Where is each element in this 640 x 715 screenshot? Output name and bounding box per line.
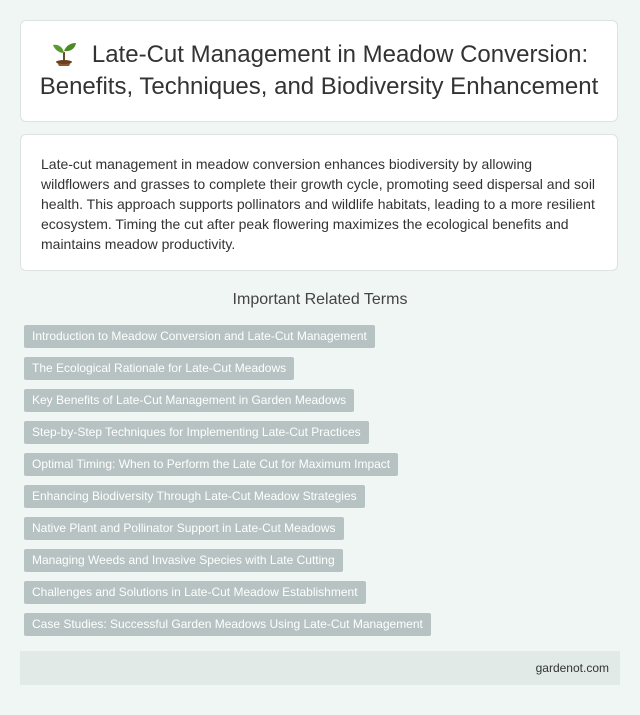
related-terms-heading: Important Related Terms: [232, 291, 408, 308]
related-term-tag[interactable]: Key Benefits of Late-Cut Management in Garden Meadows: [24, 389, 354, 412]
page-title-text: Late-Cut Management in Meadow Conversion: Benefits, Techniques, and Biodiversity Enhancement: [39, 41, 599, 100]
footer-site-link[interactable]: gardenot.com: [535, 661, 609, 675]
summary-card: [20, 134, 618, 271]
related-terms-list: [24, 325, 624, 645]
related-term-tag[interactable]: Challenges and Solutions in Late-Cut Meadow Establishment: [24, 581, 366, 604]
summary-text: Late-cut management in meadow conversion enhances biodiversity by allowing wildflowers and grasses to complete their growth cycle, promoting seed dispersal and soil health. This approach supports pollinators and wildlife habitats, leading to a more resilient ecosystem. Timing the cut after peak flowering maximizes the ecological benefits and maintains meadow productivity.: [41, 156, 596, 252]
related-term-tag[interactable]: Optimal Timing: When to Perform the Late Cut for Maximum Impact: [24, 453, 398, 476]
related-term-tag[interactable]: Native Plant and Pollinator Support in Late-Cut Meadows: [24, 517, 344, 540]
related-term-tag[interactable]: Introduction to Meadow Conversion and Late-Cut Management: [24, 325, 375, 348]
title-card: [20, 20, 618, 122]
related-term-tag[interactable]: Enhancing Biodiversity Through Late-Cut Meadow Strategies: [24, 485, 365, 508]
related-term-tag[interactable]: The Ecological Rationale for Late-Cut Meadows: [24, 357, 294, 380]
sprout-icon: [50, 40, 78, 66]
related-term-tag[interactable]: Managing Weeds and Invasive Species with Late Cutting: [24, 549, 343, 572]
footer: [20, 651, 620, 685]
page-title: [21, 39, 617, 103]
related-term-tag[interactable]: Case Studies: Successful Garden Meadows Using Late-Cut Management: [24, 613, 431, 636]
related-term-tag[interactable]: Step-by-Step Techniques for Implementing Late-Cut Practices: [24, 421, 369, 444]
